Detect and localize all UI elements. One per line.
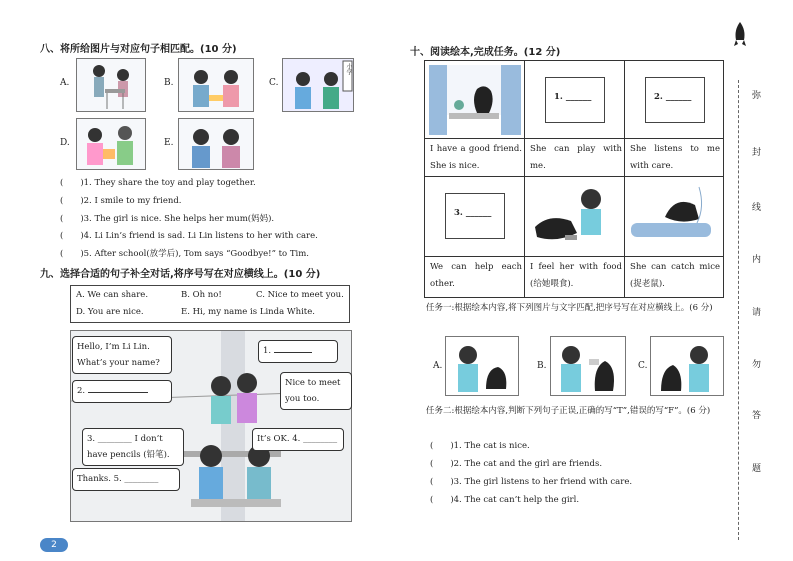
option-c: C. Nice to meet you. bbox=[256, 290, 344, 300]
options-box bbox=[70, 285, 350, 323]
answer-blank[interactable]: ( ) bbox=[60, 196, 84, 206]
answer-blank[interactable]: ( ) bbox=[430, 495, 454, 505]
option-a: A. We can share. bbox=[76, 290, 149, 300]
caption-cell bbox=[525, 139, 625, 177]
section9-title: 九、选择合适的句子补全对话,将序号写在对应横线上。(10 分) bbox=[40, 269, 321, 280]
margin-char: 弥 bbox=[752, 91, 762, 101]
pic-d bbox=[76, 118, 146, 170]
bubble-3: 3. ________ I don’t have pencils (铅笔). bbox=[82, 428, 184, 466]
caption-cell bbox=[525, 257, 625, 297]
caption-4: We can help each other. bbox=[430, 262, 522, 289]
book-pic-5 bbox=[525, 177, 625, 257]
answer-blank[interactable]: ( ) bbox=[430, 477, 454, 487]
section10-title: 十、阅读绘本,完成任务。(12 分) bbox=[410, 47, 561, 58]
answer-blank[interactable]: ( ) bbox=[430, 459, 454, 469]
margin-char: 内 bbox=[752, 255, 762, 265]
caption-1: I have a good friend. She is nice. bbox=[430, 144, 522, 171]
answer-blank[interactable]: ( ) bbox=[430, 441, 454, 451]
pic-a bbox=[76, 58, 146, 112]
bubble-hello: Hello, I’m Li Lin. What’s your name? bbox=[72, 336, 172, 374]
task1-instruction: 任务一:根据绘本内容,将下列图片与文字匹配,把序号写在对应横线上。(6 分) bbox=[426, 303, 713, 313]
answer-blank[interactable]: ( ) bbox=[60, 178, 84, 188]
pic-b bbox=[178, 58, 254, 112]
section8-title: 八、将所给图片与对应句子相匹配。(10 分) bbox=[40, 44, 237, 55]
book-pic-3 bbox=[625, 61, 723, 139]
page-number: 2 bbox=[40, 538, 68, 552]
bubble-2: 2. bbox=[72, 380, 172, 403]
book-pic-1 bbox=[425, 61, 525, 139]
task2-instruction: 任务二:根据绘本内容,判断下列句子正误,正确的写“T”,错误的写“F”。(6 分) bbox=[426, 406, 711, 416]
caption-2: She can play with me. bbox=[530, 144, 622, 171]
pic-label-b: B. bbox=[164, 78, 174, 88]
pic-e bbox=[178, 118, 254, 170]
list-item: ( )3. The girl listens to her friend with care. bbox=[430, 477, 633, 487]
task1-label-c: C. bbox=[638, 361, 648, 371]
list-item: ( )1. The cat is nice. bbox=[430, 441, 530, 451]
caption-cell bbox=[425, 257, 525, 297]
task1-label-b: B. bbox=[537, 361, 547, 371]
option-d: D. You are nice. bbox=[76, 307, 144, 317]
blank-box-3[interactable]: 3. ______ bbox=[445, 193, 505, 239]
pic-label-a: A. bbox=[60, 78, 70, 88]
pic-label-c: C. bbox=[269, 78, 279, 88]
blank-box-2[interactable]: 2. ______ bbox=[645, 77, 705, 123]
answer-blank[interactable]: ( ) bbox=[60, 249, 84, 259]
pic-label-d: D. bbox=[60, 138, 70, 148]
book-pic-2 bbox=[525, 61, 625, 139]
margin-char: 请 bbox=[752, 308, 762, 318]
pic-label-e: E. bbox=[164, 138, 174, 148]
rocket-icon bbox=[734, 22, 746, 54]
margin-char: 勿 bbox=[752, 360, 762, 370]
caption-6: She can catch mice (捉老鼠). bbox=[630, 262, 720, 289]
caption-cell bbox=[425, 139, 525, 177]
answer-blank[interactable]: ( ) bbox=[60, 231, 84, 241]
picture-book-grid bbox=[424, 60, 724, 298]
school-sign: 小学 bbox=[345, 63, 352, 75]
list-item: ( )2. I smile to my friend. bbox=[60, 196, 182, 206]
list-item: ( )3. The girl is nice. She helps her mum(妈妈). bbox=[60, 214, 275, 224]
task1-pic-b bbox=[550, 336, 626, 396]
option-e: E. Hi, my name is Linda White. bbox=[181, 307, 315, 317]
list-item: ( )2. The cat and the girl are friends. bbox=[430, 459, 603, 469]
task1-pic-a bbox=[445, 336, 519, 396]
caption-5: I feel her with food (给她喂食). bbox=[530, 262, 622, 289]
list-item: ( )4. Li Lin’s friend is sad. Li Lin listens to her with care. bbox=[60, 231, 318, 241]
pic-c bbox=[282, 58, 354, 112]
caption-cell bbox=[625, 139, 723, 177]
seal-line bbox=[738, 80, 739, 540]
list-item: ( )5. After school(放学后), Tom says “Goodbye!” to Tim. bbox=[60, 249, 310, 259]
bubble-5: Thanks. 5. ________ bbox=[72, 468, 180, 491]
option-b: B. Oh no! bbox=[181, 290, 222, 300]
list-item: ( )1. They share the toy and play together. bbox=[60, 178, 256, 188]
margin-char: 封 bbox=[752, 148, 762, 158]
task1-label-a: A. bbox=[433, 361, 443, 371]
margin-char: 答 bbox=[752, 411, 762, 421]
caption-3: She listens to me with care. bbox=[630, 144, 720, 171]
book-pic-6 bbox=[625, 177, 723, 257]
bubble-nice-to-meet: Nice to meet you too. bbox=[280, 372, 352, 410]
book-pic-4 bbox=[425, 177, 525, 257]
bubble-1: 1. bbox=[258, 340, 338, 363]
blank-box-1[interactable]: 1. ______ bbox=[545, 77, 605, 123]
bubble-4: It’s OK. 4. ________ bbox=[252, 428, 344, 451]
margin-char: 线 bbox=[752, 203, 762, 213]
caption-cell bbox=[625, 257, 723, 297]
list-item: ( )4. The cat can’t help the girl. bbox=[430, 495, 580, 505]
margin-char: 题 bbox=[752, 464, 762, 474]
task1-pic-c bbox=[650, 336, 724, 396]
answer-blank[interactable]: ( ) bbox=[60, 214, 84, 224]
